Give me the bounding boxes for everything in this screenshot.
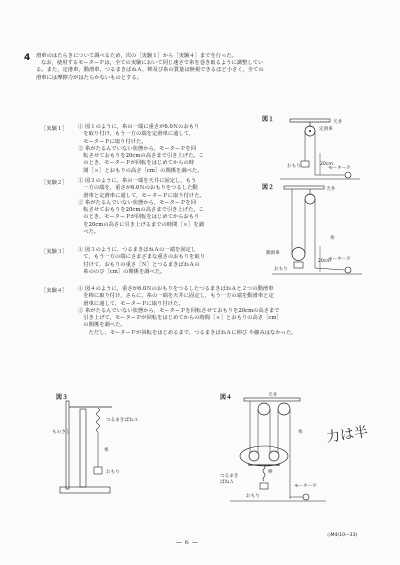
spring-label-line1: つるまき <box>220 474 239 479</box>
experiment-step: 糸ののび［cm］の関係を調べた。 <box>78 268 166 275</box>
experiment-3-label: ［実験３］ <box>41 249 68 255</box>
height-label: 20cm <box>320 162 333 167</box>
experiment-step: 間［ｓ］とおもりの高さ［cm］の関係を調べた。 <box>78 167 203 174</box>
weight-label: おもり <box>287 164 301 169</box>
experiment-step: て，もう一方の端にさまざまな重さのおもりを取り <box>78 254 206 261</box>
figure-3-label: 図３ <box>56 394 69 401</box>
experiment-step: 転させておもりを20cmの高さまで引き上げた。こ <box>78 153 204 160</box>
stand-base <box>60 487 110 493</box>
moving-pulley-icon <box>292 248 305 261</box>
intro-line: 滑車のはたらきについて調べるため，次の［実験１］から［実験４］までを行った。 <box>36 53 237 59</box>
weight-label: おもり <box>246 494 260 499</box>
experiment-3-body <box>78 247 258 276</box>
question-intro <box>36 53 376 82</box>
fixed-pulley-icon <box>258 403 270 415</box>
experiment-step: を20cmの高さに引き上げるまでの時間［ｓ］を調 <box>78 221 204 228</box>
moving-pulley-label: 動滑車 <box>266 251 280 256</box>
experiment-step: ① 図２のように，糸の一端を天井に固定し，もう <box>78 178 197 184</box>
experiment-step: を取り付け，もう一方の端を定滑車に通して， <box>78 131 195 138</box>
weight-block <box>260 483 268 489</box>
ceiling-bar <box>290 119 330 122</box>
experiment-step: 付けて，おもりの重さ［Ｎ］とつるまきばねＡの <box>78 261 200 268</box>
experiment-1-label: ［実験１］ <box>41 126 68 132</box>
experiment-step: ただし，モーターＰが回転をはじめるまで，つるまきばねＡに伸び や縮みはなかった。 <box>78 329 297 336</box>
handwritten-note: 力は半 <box>325 424 370 446</box>
motor-icon <box>345 172 351 178</box>
motor-label: モーターＰ <box>294 484 317 489</box>
document-code: ◇M4(10—33) <box>327 533 358 538</box>
ceiling-label: 天井 <box>333 120 343 125</box>
figure-4-label: 図４ <box>220 394 233 401</box>
moving-pulley-icon <box>249 451 259 461</box>
figure-2 <box>262 184 372 279</box>
weight-label: おもり <box>106 470 120 475</box>
fixed-pulley-icon <box>305 194 315 204</box>
fixed-pulley-label: 定滑車 <box>319 127 333 132</box>
experiment-step: 引き上げて，モーターＰが回転をはじめてからの時間［ｓ］とおもりの高さ［cm］ <box>78 315 282 322</box>
experiment-1-body <box>78 124 258 175</box>
figure-2-label: 図２ <box>262 184 275 191</box>
experiment-step: ② 糸がたるんでいない状態から，モーターＰを回転させておもりを20cmの高さまで <box>78 307 280 314</box>
experiment-2-label: ［実験２］ <box>41 180 68 186</box>
ceiling-label: 天井 <box>326 187 336 192</box>
weight-label: おもり <box>274 267 288 272</box>
weight-block <box>94 467 102 474</box>
figure-4 <box>218 393 338 508</box>
weight-block <box>301 161 309 167</box>
rod-label: 棒 <box>268 470 273 475</box>
motor-icon <box>345 267 351 273</box>
experiment-step: 滑車に通して，モーターＰに取り付けた。 <box>78 300 184 307</box>
experiment-2-body <box>78 178 258 236</box>
experiment-4-label: ［実験４］ <box>41 288 68 294</box>
experiment-step: のとき，モーターＰが回転をはじめてからの時 <box>78 160 195 167</box>
figure-1 <box>270 117 370 182</box>
ceiling-label: 天井 <box>268 393 278 398</box>
page-number: — ６ — <box>176 539 198 546</box>
experiment-step: 一方の端を，重さが6.0Ｎのおもりをつるした動 <box>78 185 198 192</box>
ceiling-bar <box>284 186 324 189</box>
ruler-label: ものさし <box>52 430 71 435</box>
intro-line: 滑車には摩擦力がはたらかないものとする。 <box>36 74 142 81</box>
experiment-step: ① 図４のように，重さが6.0ＮのおもりをつるしたつるまきばねＡと２つの動滑車 <box>78 286 274 292</box>
figure-3 <box>52 399 162 499</box>
stand-pole <box>66 401 69 489</box>
spring-label-line2: ばねＡ <box>220 480 234 485</box>
ruler <box>80 409 86 487</box>
spring-icon <box>263 465 265 481</box>
experiment-step: 転させておもりを20cmの高さまで引き上げた。こ <box>78 207 204 214</box>
experiment-step: モーターＰに取り付けた。 <box>78 138 147 145</box>
height-label: 20cm <box>318 259 331 264</box>
figure-1-label: 図１ <box>262 116 275 123</box>
experiment-step: の関係を調べた。 <box>78 322 126 329</box>
motor-label: モーターＰ <box>328 257 351 262</box>
weight-block <box>294 262 303 268</box>
intro-line: なお，使用するモーターＰは，全ての実験において同じ速さで糸を巻き取るように調整してい <box>41 60 264 67</box>
experiment-step: ① 図１のように，糸の一端に重さが6.0Ｎのおもり <box>78 124 200 130</box>
ceiling-bar <box>244 398 300 401</box>
experiment-step: べた。 <box>78 229 100 236</box>
fixed-pulley-icon <box>278 403 290 415</box>
motor-label: モーターＰ <box>328 166 351 171</box>
string-label: 糸 <box>330 236 335 241</box>
motor-icon <box>303 494 309 500</box>
experiment-step: を棒に取り付け，さらに，糸の一端を天井に固定し，もう一方の端を動滑車と定 <box>78 293 274 300</box>
string-label: 糸 <box>298 430 303 435</box>
spring-label: つるまきばねＡ <box>106 418 139 423</box>
question-number: 4 <box>24 53 31 63</box>
intro-line: る。また，定滑車，動滑車，つるまきばねＡ，棒及び糸の質量は無視できるほど小さく，全ての <box>36 67 264 74</box>
experiment-step: ② 糸がたるんでいない状態から，モーターＰを回 <box>78 145 197 152</box>
spring-icon <box>97 408 100 432</box>
string-label: 糸 <box>104 448 109 453</box>
experiment-step: のとき，モーターＰが回転をはじめてからおもり <box>78 214 200 221</box>
moving-pulley-icon <box>269 451 279 461</box>
experiment-step: ② 糸がたるんでいない状態から，モーターＰを回 <box>78 199 197 206</box>
experiment-step: 滑車と定滑車に通して，モーターＰに取り付けた。 <box>78 192 205 199</box>
experiment-step: ① 図３のように，つるまきばねＡの一端を固定し <box>78 247 197 253</box>
experiment-4-body <box>78 286 378 337</box>
